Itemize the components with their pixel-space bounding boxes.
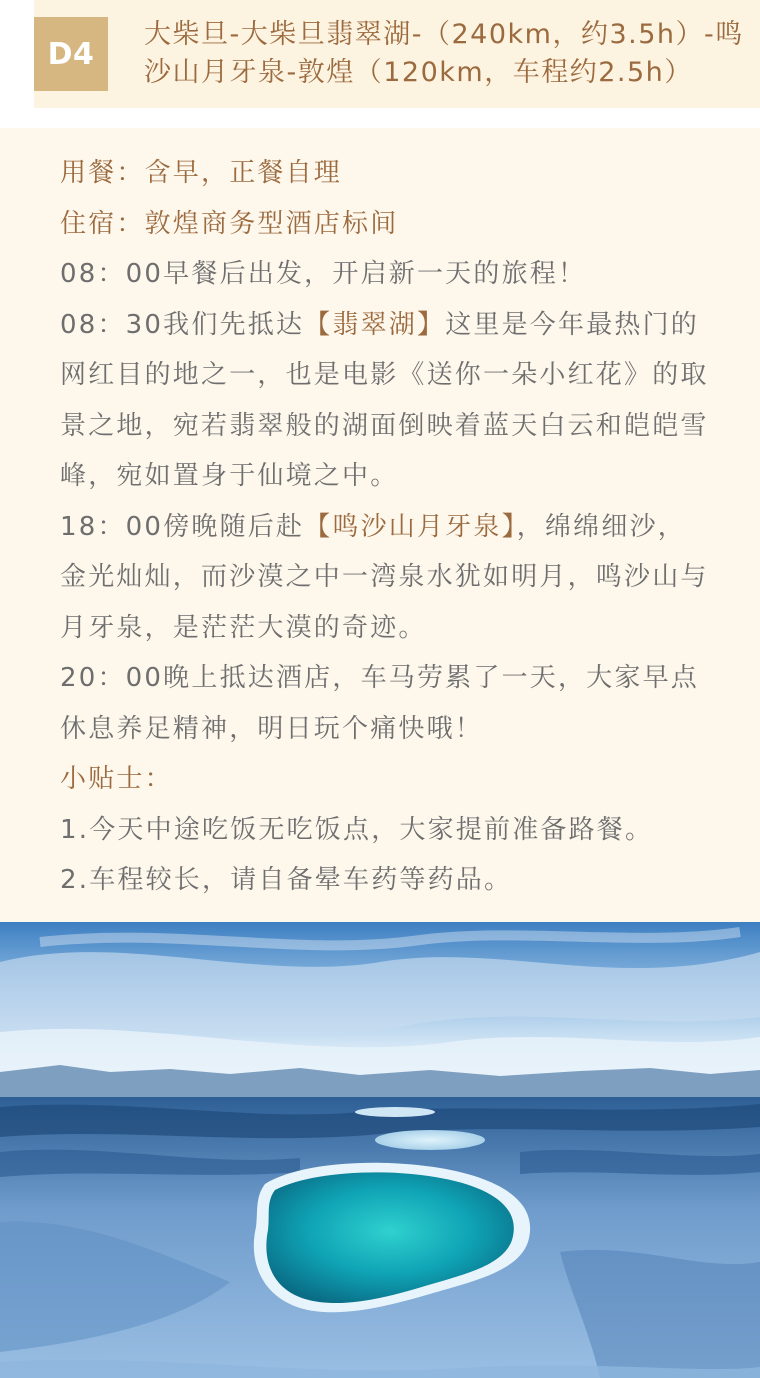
schedule-text: 08：30我们先抵达 [60, 309, 305, 340]
schedule-text: 18：00傍晚随后赴 [60, 511, 305, 542]
day-badge: D4 [34, 17, 108, 91]
schedule-item-0830 [60, 300, 710, 502]
schedule-item-0800: 08：00早餐后出发，开启新一天的旅程！ [60, 259, 587, 289]
route-title [144, 16, 760, 92]
lodging-info: 住宿：敦煌商务型酒店标间 [60, 208, 399, 239]
attraction-emerald-lake: 【翡翠湖】 [304, 309, 446, 340]
tip-item: 2.车程较长，请自备晕车药等药品。 [60, 865, 513, 895]
attraction-mingsha-crescent: 【鸣沙山月牙泉】 [304, 511, 517, 542]
schedule-text: ，绵绵细沙，金光灿灿，而沙漠之中一湾泉水犹如明月，鸣沙山与月牙泉，是茫茫大漠的奇迹。 [60, 511, 709, 643]
day-header [34, 0, 760, 108]
schedule-item-1800 [60, 502, 710, 654]
meals-info: 用餐：含早，正餐自理 [60, 158, 343, 188]
day-description [0, 128, 760, 922]
emerald-lake-photo [0, 922, 760, 1378]
tips-title: 小贴士： [60, 764, 173, 794]
schedule-item-2000: 20：00晚上抵达酒店，车马劳累了一天，大家早点休息养足精神，明日玩个痛快哦！ [60, 663, 699, 744]
route-line-1: 大柴旦-大柴旦翡翠湖-（240km，约3.5h）-鸣 [144, 19, 744, 50]
schedule-text: 这里是今年最热门的网红目的地之一，也是电影《送你一朵小红花》的取景之地，宛若翡翠般的湖面倒映着蓝天白云和皑皑雪峰，宛如置身于仙境之中。 [60, 309, 709, 491]
route-line-2: 沙山月牙泉-敦煌（120km，车程约2.5h） [144, 57, 693, 88]
tip-item: 1.今天中途吃饭无吃饭点，大家提前准备路餐。 [60, 814, 654, 845]
